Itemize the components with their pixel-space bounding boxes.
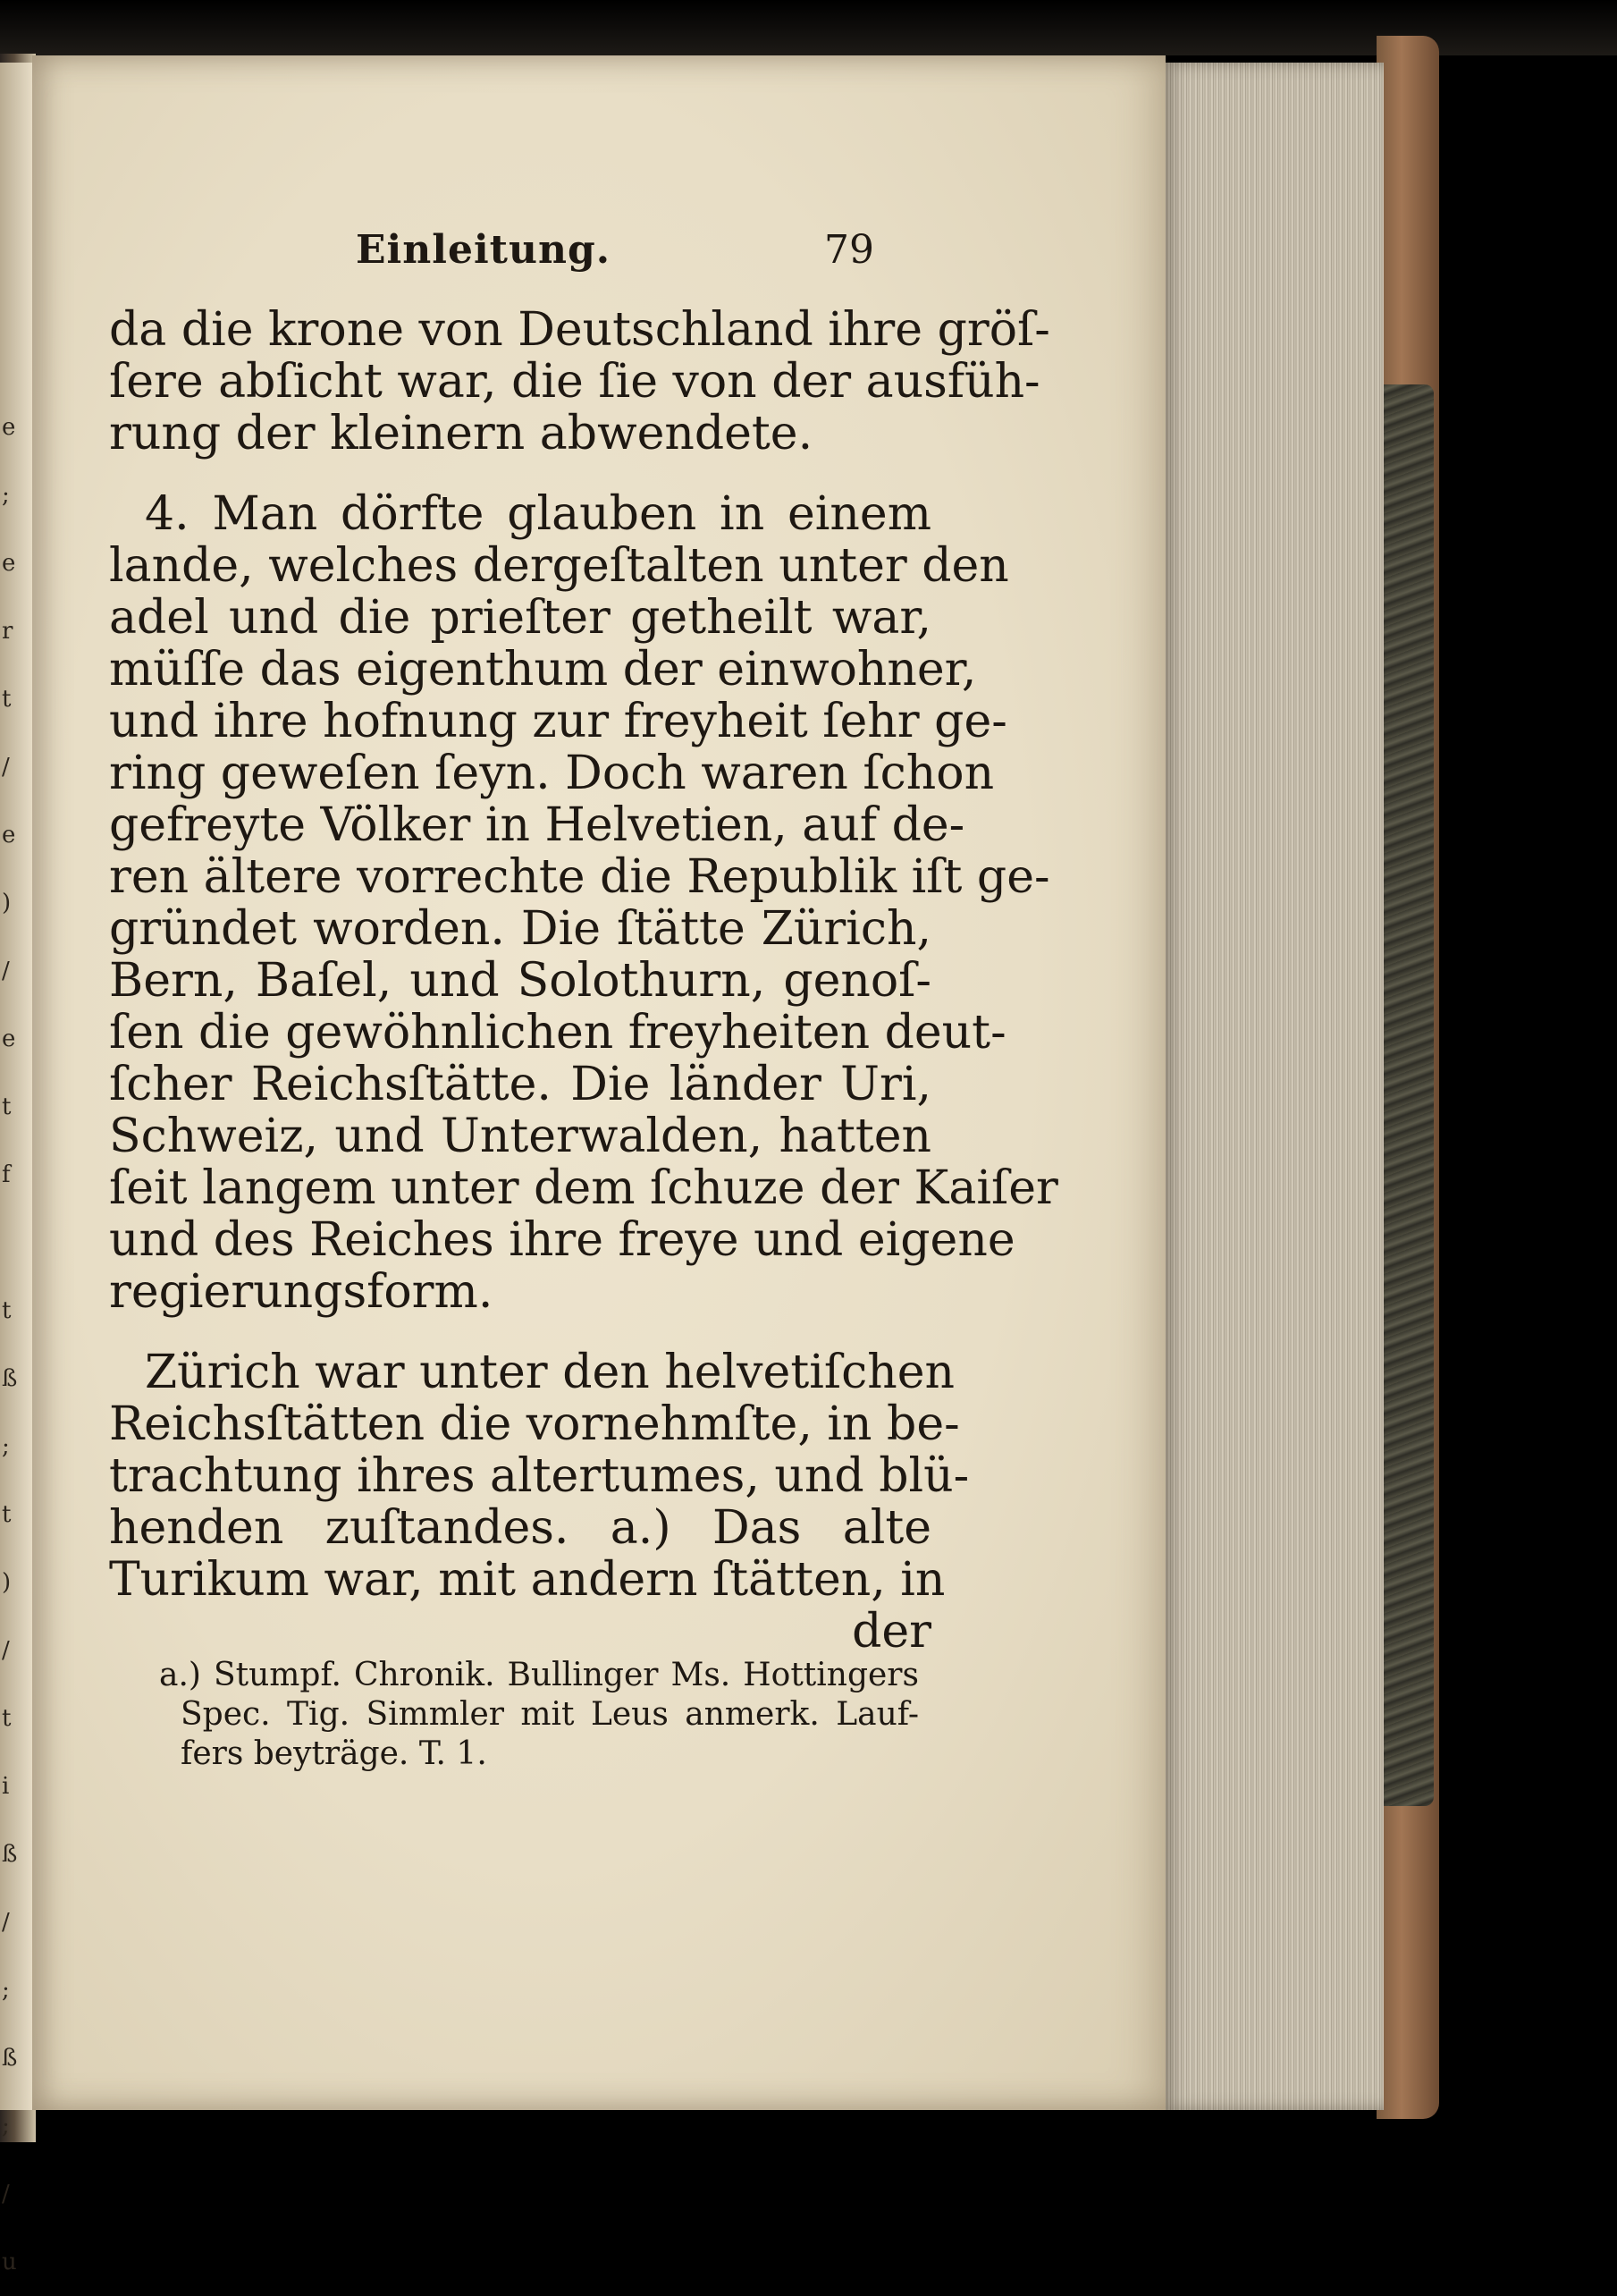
previous-page-edge (0, 63, 32, 2275)
text-line: und ihre hofnung zur freyheit ſehr ge- (109, 695, 1007, 748)
text-line: ſere abſicht war, die ſie von der ausfüh- (109, 355, 1040, 409)
text-line: lande, welches dergeſtalten unter den (109, 539, 1009, 593)
page-header (240, 227, 901, 281)
text-line: und des Reiches ihre freye und eigene (109, 1213, 1015, 1267)
page-edges-block (1160, 63, 1384, 2110)
text-line: da die krone von Deutschland ihre gröſ- (109, 303, 1050, 357)
text-line: gefreyte Völker in Helvetien, auf de- (109, 798, 965, 852)
text-line: regierungsform. (109, 1265, 493, 1319)
text-line: Schweiz, und Unterwalden, hatten (109, 1110, 931, 1163)
catchword: der (852, 1605, 931, 1659)
text-line: Reichsſtätten die vornehmſte, in be- (109, 1397, 960, 1451)
text-line: ſeit langem unter dem ſchuze der Kaiſer (109, 1161, 1058, 1215)
paragraph-gap (109, 460, 931, 488)
footnote-line: Spec. Tig. Simmler mit Leus anmerk. Lauf- (181, 1696, 919, 1733)
footnote-line: a.) Stumpf. Chronik. Bullinger Ms. Hottingers (159, 1657, 919, 1693)
text-line: 4. Man dörfte glauben in einem (145, 487, 931, 541)
text-line: Zürich war unter den helvetiſchen (145, 1346, 955, 1399)
text-line: adel und die prieſter getheilt war, (109, 591, 931, 645)
text-line: rung der kleinern abwendete. (109, 407, 813, 460)
body-text (109, 303, 1058, 1659)
marbled-cover (1384, 384, 1434, 1806)
footnote-line: fers beyträge. T. 1. (181, 1735, 487, 1772)
text-line: trachtung ihres altertumes, und blü- (109, 1449, 970, 1503)
text-line: ren ältere vorrechte die Republik iſt ge- (109, 850, 1050, 904)
background-top (0, 0, 1617, 55)
page-number: 79 (824, 227, 874, 273)
text-line: ſen die gewöhnlichen freyheiten deut- (109, 1006, 1006, 1059)
footnote (159, 1656, 919, 1774)
text-line: Turikum war, mit andern ſtätten, in (109, 1553, 946, 1607)
text-line: Bern, Baſel, und Solothurn, genoſ- (109, 954, 931, 1008)
running-head: Einleitung. (356, 227, 611, 273)
paragraph-gap (109, 1318, 931, 1346)
text-line: müſſe das eigenthum der einwohner, (109, 643, 977, 696)
text-line: henden zuſtandes. a.) Das alte (109, 1501, 931, 1555)
text-line: ring geweſen ſeyn. Doch waren ſchon (109, 747, 995, 800)
text-line: ſcher Reichsſtätte. Die länder Uri, (109, 1058, 931, 1111)
previous-page-glyphs: e ; e r t / e ) / e t f t ß ; t ) / t i ß / ; ß ; / u (2, 414, 18, 2275)
text-line: gründet worden. Die ſtätte Zürich, (109, 902, 931, 956)
